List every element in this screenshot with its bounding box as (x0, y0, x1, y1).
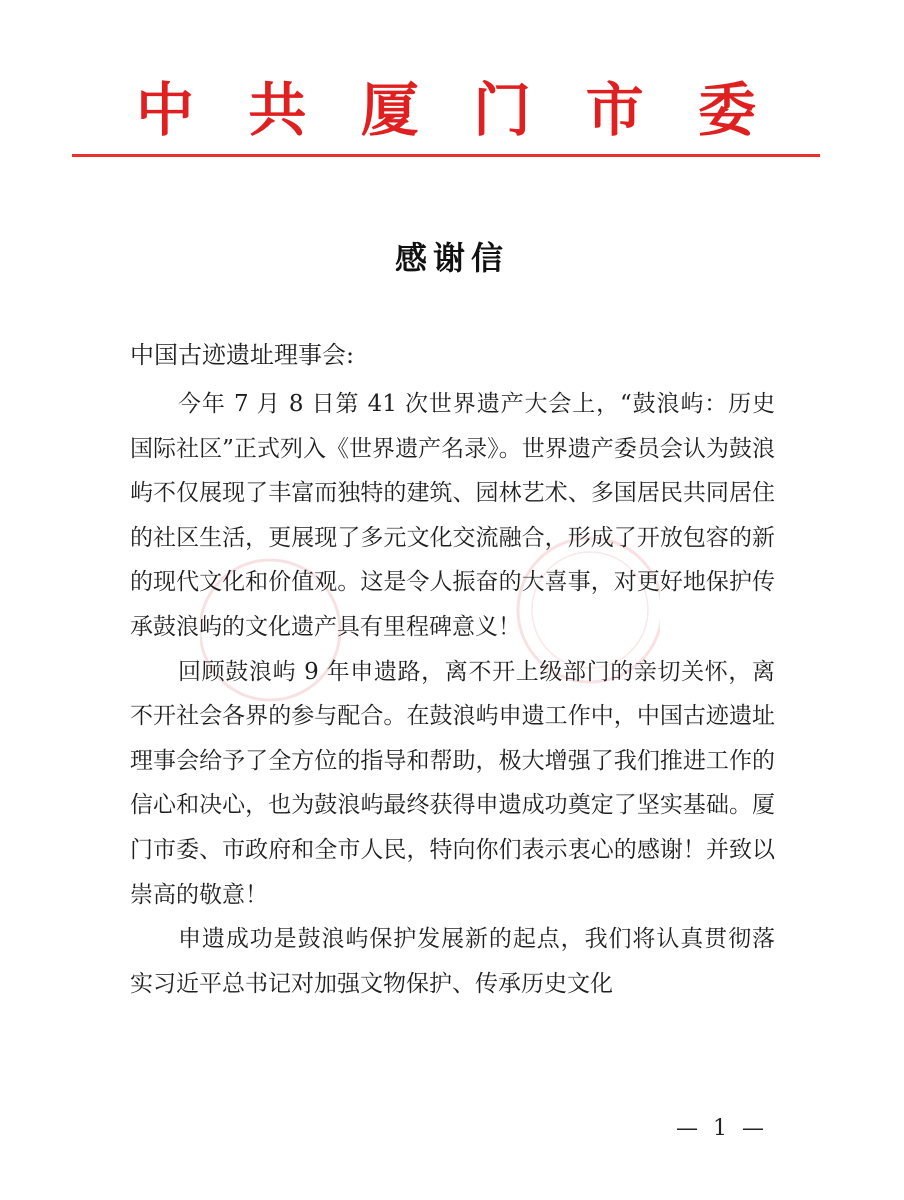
body-paragraph: 回顾鼓浪屿 9 年申遗路，离不开上级部门的亲切关怀，离不开社会各界的参与配合。在鼓浪屿申遗工作中，中国古迹遗址理事会给予了全方位的指导和帮助，极大增强了我们推进工作的信心和决心，也为鼓浪屿最终获得申遗成功奠定了坚实基础。厦门市委、市政府和全市人民，特向你们表示衷心的感谢！并致以崇高的敬意！ (130, 658, 775, 908)
letterhead-char: 共 (248, 76, 307, 144)
letterhead-char: 中 (136, 76, 195, 144)
letterhead-char: 委 (697, 76, 756, 144)
letterhead-char: 门 (473, 76, 532, 144)
letter-salutation: 中国古迹遗址理事会: (130, 341, 355, 369)
letterhead-title (72, 70, 822, 150)
letterhead-char: 厦 (360, 76, 419, 144)
letter-title: 感谢信 (394, 239, 509, 277)
letter-body (130, 382, 775, 1006)
letterhead-red-rule (72, 154, 820, 157)
letterhead-char: 市 (585, 76, 644, 144)
page-number: — 1 — (676, 1116, 768, 1141)
body-paragraph: 申遗成功是鼓浪屿保护发展新的起点，我们将认真贯彻落实习近平总书记对加强文物保护、传承历史文化 (130, 926, 775, 997)
body-paragraph: 今年 7 月 8 日第 41 次世界遗产大会上，“鼓浪屿：历史国际社区”正式列入《世界遗产名录》。世界遗产委员会认为鼓浪屿不仅展现了丰富而独特的建筑、园林艺术、多国居民共同居住的社区生活，更展现了多元文化交流融合，形成了开放包容的新的现代文化和价值观。这是令人振奋的大喜事，对更好地保护传承鼓浪屿的文化遗产具有里程碑意义！ (130, 391, 775, 640)
